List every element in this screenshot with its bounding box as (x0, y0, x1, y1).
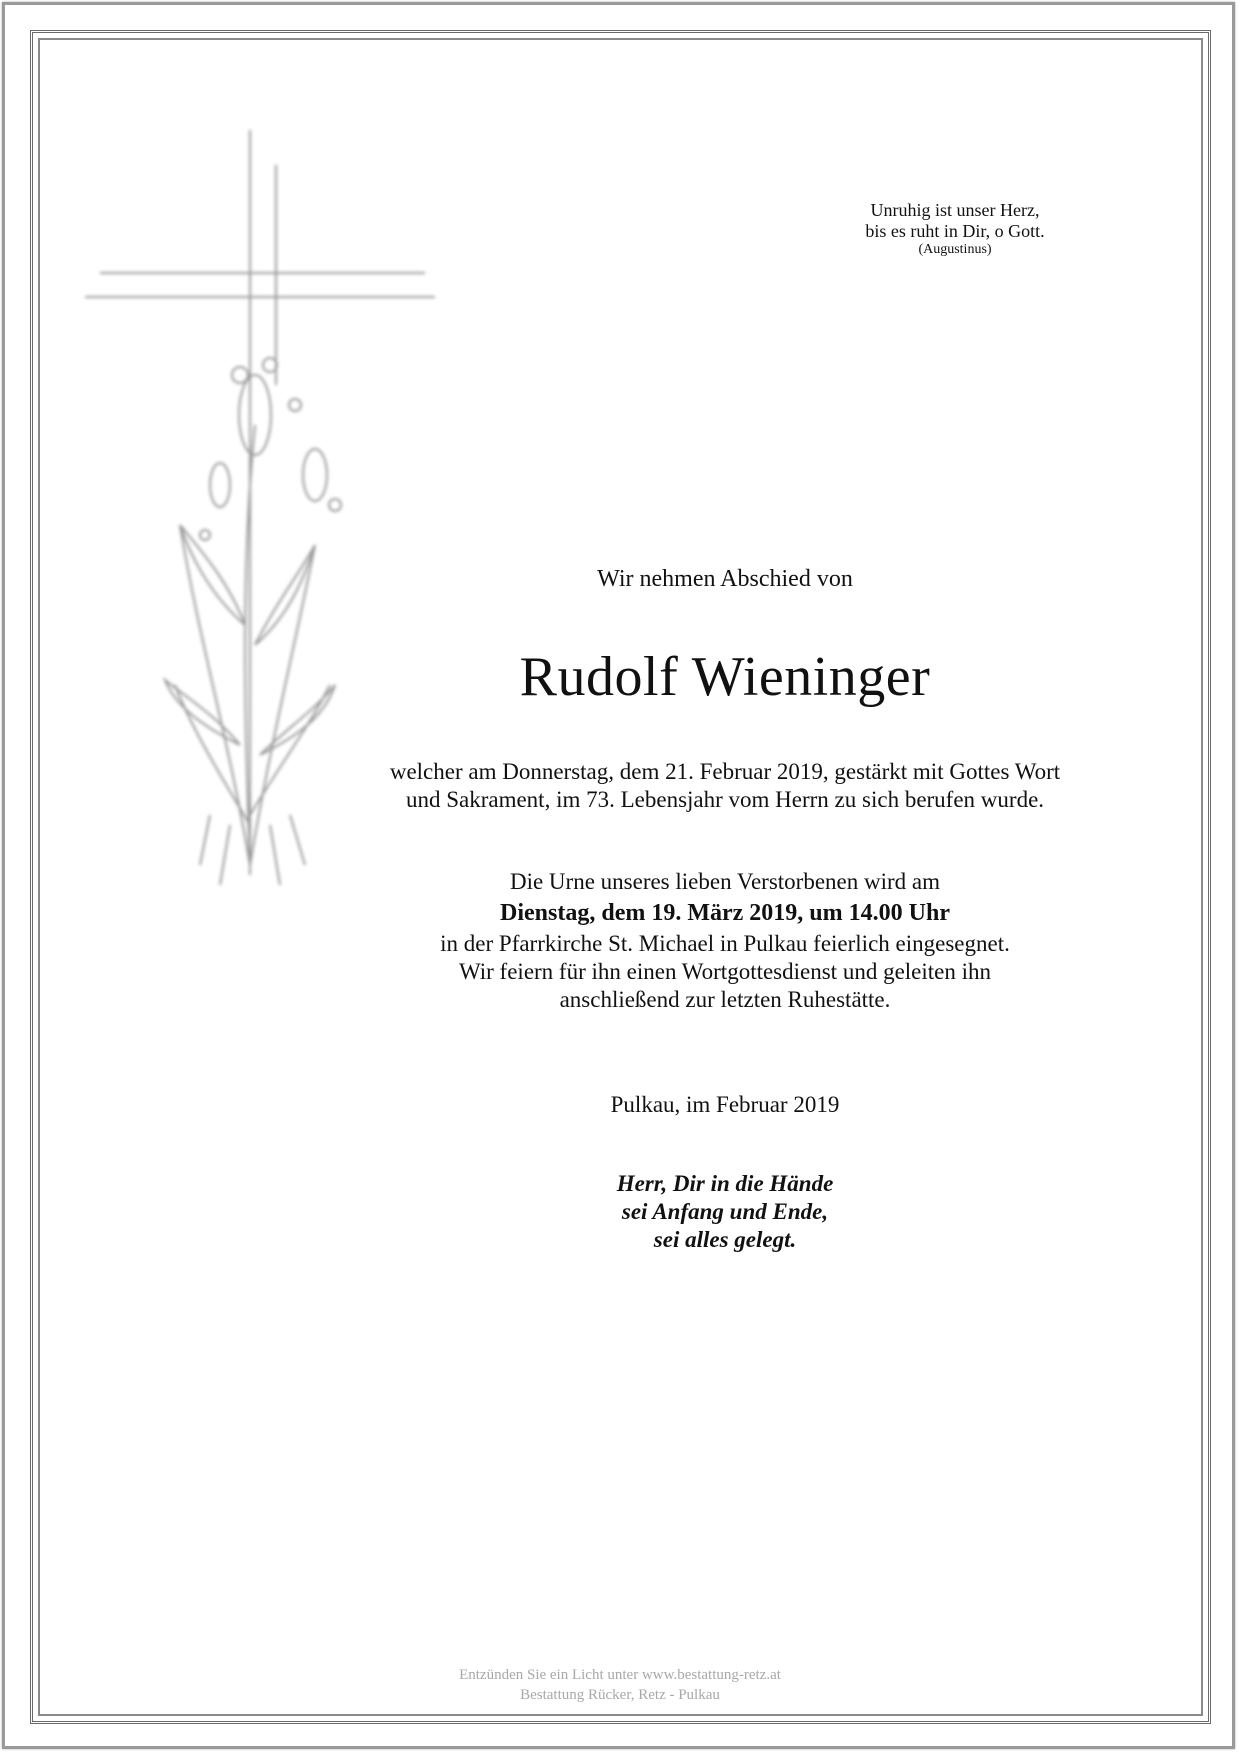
ceremony-line-4: Wir feiern für ihn einen Wortgottesdienst und geleiten ihn (458, 959, 992, 984)
footer-company-line: Bestattung Rücker, Retz - Pulkau (520, 1687, 720, 1703)
motto-source: (Augustinus) (918, 242, 992, 257)
closing-verse (340, 1170, 1110, 1254)
ceremony-text (340, 868, 1110, 1014)
ceremony-line-3: in der Pfarrkirche St. Michael in Pulkau feierlich eingesegnet. (440, 931, 1010, 956)
passing-line-1: welcher am Donnerstag, dem 21. Februar 2019, gestärkt mit Gottes Wort (389, 759, 1061, 784)
ceremony-line-1: Die Urne unseres lieben Verstorbenen wird am (509, 869, 941, 894)
motto-quote (830, 200, 1080, 258)
passing-text (340, 758, 1110, 814)
footer (370, 1665, 870, 1705)
footer-website-line: Entzünden Sie ein Licht unter www.bestattung-retz.at (459, 1667, 781, 1683)
motto-line-2: bis es ruht in Dir, o Gott. (865, 221, 1045, 241)
deceased-name: Rudolf Wieninger (519, 646, 931, 708)
verse-line-2: sei Anfang und Ende, (621, 1199, 829, 1224)
motto-line-1: Unruhig ist unser Herz, (870, 200, 1040, 220)
intro-text: Wir nehmen Abschied von (597, 566, 853, 592)
place-date: Pulkau, im Februar 2019 (610, 1092, 840, 1117)
ceremony-line-5: anschließend zur letzten Ruhestätte. (559, 987, 891, 1012)
verse-line-1: Herr, Dir in die Hände (616, 1171, 834, 1196)
passing-line-2: und Sakrament, im 73. Lebensjahr vom Herrn zu sich berufen wurde. (405, 787, 1045, 812)
verse-line-3: sei alles gelegt. (653, 1227, 797, 1252)
ceremony-date: Dienstag, dem 19. März 2019, um 14.00 Uhr (500, 900, 950, 926)
